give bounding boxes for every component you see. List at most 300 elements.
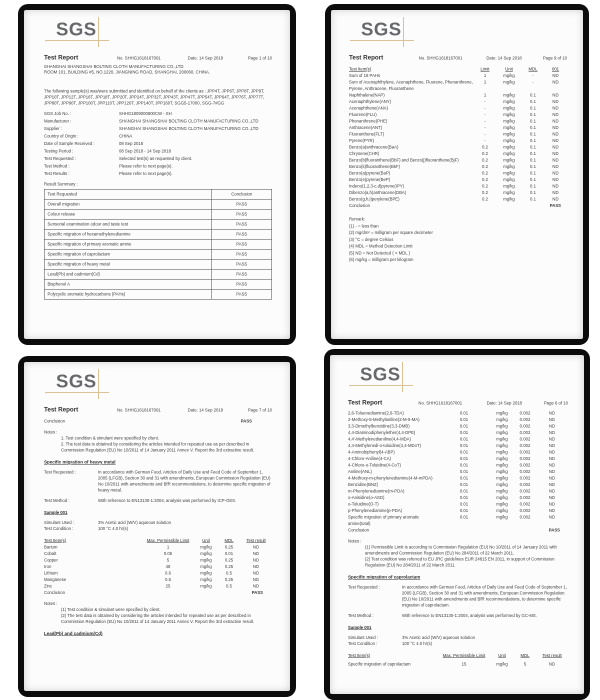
limit-value: 25 (165, 583, 171, 589)
unit-value: mg/kg (496, 495, 508, 500)
limit-value: 0.2 (482, 190, 488, 195)
result-value: ND (548, 436, 556, 442)
mdl-value: 0.002 (519, 501, 531, 507)
mdl-value: 0.002 (519, 449, 531, 455)
limit-value: 1 (166, 544, 170, 550)
field-label: Supplier : (44, 126, 62, 131)
report-number: No. SHHG1618167001 (116, 55, 161, 61)
sgs-logo-text: SGS (56, 371, 97, 392)
table-row (349, 79, 567, 92)
table-row (45, 229, 272, 239)
field-label: Country of Origin : (44, 133, 79, 139)
section-title-lead-cadmium: Lead(Pb) and cadmium(Cd) (44, 631, 103, 636)
mdl-value: 0.002 (519, 410, 531, 416)
test-requested-text: In accordance with German Food, Articles of Daily Use and Feed Code of September 1, 2005 (LFGB), Section 30 and 31 with amendments, European Commission Regulation (EU) No 10/2011 with amendments and BfR recommendations, to determine specific migration of heavy metal. (98, 469, 271, 493)
result-value: ND (548, 661, 556, 667)
field-row (44, 140, 272, 148)
result-value: ND (552, 196, 559, 202)
limit-value: - (484, 131, 486, 137)
limit-value: 0.2 (482, 164, 488, 169)
field-row (44, 110, 272, 118)
report-header (348, 399, 568, 406)
mdl-value: 0.5 (226, 570, 232, 576)
summary-conclusion: PASS (212, 230, 272, 240)
note-item: (2) The test data is obtained by considering the articles intended for repeated use as per described in Commission Regulation (EU) No 10/2011 of 14 January 2011 Annex V. Report the 3rd extractive result. (61, 613, 255, 624)
limit-value: 0.01 (459, 430, 469, 435)
field-value: SHANGHAI SHANGSHAI BOLTING CLOTH MANUFACTURING CO.,LTD (119, 118, 259, 124)
notes-block (348, 538, 568, 568)
unit-value: mg/kg (496, 475, 508, 481)
mdl-value: 0.002 (519, 436, 531, 442)
field-row (44, 170, 272, 178)
mdl-value: 5 (523, 661, 527, 667)
unit-value: mg/kg (503, 177, 515, 182)
mdl-value: 0.25 (224, 557, 234, 563)
section-title-caprolactam: Specific migration of caprolactam (348, 574, 421, 580)
field-value: Please refer to next page(s). (119, 171, 173, 176)
test-method-text: With reference to EN13130-1:2004, analysis was performed by GC-MS. (402, 613, 537, 618)
table-row (45, 269, 272, 279)
unit-value: mg/kg (200, 557, 212, 563)
test-method-row (348, 613, 568, 619)
condition-value: 100 °C 4.0 hr(s) (402, 641, 433, 646)
remark-item: (4) MDL = Method Detection Limit (349, 243, 413, 249)
limit-value: 48 (165, 564, 171, 569)
test-requested-label: Test Requested : (348, 584, 380, 590)
table-row (45, 219, 272, 229)
field-label: SGS Job No. : (44, 111, 72, 116)
summary-test: Specific migration of hexamethylenediamine (47, 231, 131, 237)
col-sample-001: 001 (551, 66, 560, 72)
sgs-logo (352, 364, 427, 392)
field-value: SHANGHAI SHANGSHAI BOLTING CLOTH MANUFACTURING CO.,LTD (119, 126, 259, 131)
test-item: 4-Chloro-o-Toluidine(4-CoT) (348, 462, 401, 468)
limit-value: 0.01 (459, 469, 469, 474)
mdl-value: 0.1 (530, 131, 536, 137)
simulant-value: 3% Acetic acid (W/V) aqueous solution (402, 635, 475, 640)
sgs-logo-text: SGS (360, 364, 401, 385)
test-requested-row (44, 469, 272, 493)
limit-value: 0.01 (459, 514, 469, 520)
mdl-value: 0.002 (519, 423, 531, 429)
conclusion-row (348, 527, 568, 534)
paper-page-6 (330, 355, 584, 694)
report-date: Date: 14 Sep 2018 (486, 55, 522, 61)
unit-value: mg/kg (503, 131, 515, 137)
col-test-result: Test result (246, 538, 266, 543)
remark-list (349, 223, 567, 264)
test-item: m-Phenylenediamine(m-PDA) (348, 488, 405, 494)
limit-value: 0.01 (459, 456, 469, 461)
result-value: ND (552, 79, 559, 85)
result-value: ND (548, 423, 556, 429)
limit-value: 0.2 (482, 157, 488, 163)
test-item: Acenaphthylene(ANY) (349, 99, 392, 104)
mdl-value: 0.5 (226, 583, 232, 589)
unit-value: mg/kg (496, 488, 508, 494)
result-value: ND (552, 92, 559, 98)
mdl-value: 0.1 (530, 99, 536, 104)
summary-conclusion: PASS (212, 200, 272, 210)
test-item: 3,3-Dimethylbenzidine(3,3-DMB) (348, 423, 410, 429)
summary-conclusion: PASS (212, 270, 272, 280)
limit-value: 0.01 (459, 495, 469, 500)
result-value: ND (552, 138, 559, 143)
col-unit: Unit (505, 66, 513, 72)
conclusion-label: Conclusion (44, 418, 66, 424)
limit-value: 5 (166, 557, 170, 563)
notes-label: Notes : (44, 429, 58, 435)
notes-label: Notes : (348, 538, 362, 544)
mdl-value: 0.002 (519, 443, 531, 448)
condition-value: 100 °C 4.0 hr(s) (98, 526, 129, 531)
test-item: Benzo(a)anthracene(BaA) (349, 144, 399, 150)
conclusion-row (44, 418, 272, 425)
test-item: Sum of 18 PAHs (349, 73, 381, 78)
conclusion-label: Conclusion (349, 203, 371, 208)
field-value: CHINA (119, 133, 133, 139)
mdl-value: 0.25 (224, 544, 234, 550)
unit-value: mg/kg (496, 508, 508, 513)
test-item: Chrysene(CHR) (349, 151, 380, 156)
condition-row (44, 526, 272, 532)
result-value: ND (548, 456, 556, 461)
paper-page-9 (331, 10, 583, 339)
limit-value: 15 (461, 661, 467, 667)
mdl-value: 0.1 (530, 170, 536, 176)
unit-value: mg/kg (503, 190, 515, 195)
report-title: Test Report (44, 406, 79, 413)
note-item: (2) Test condition was referred to EU JRC guidelines EUR 24815 EN 2011, in support of Commission Regulation (EU) No 284/2011 of 22 March 2011. (365, 556, 555, 568)
test-item: Acenaphthene(ANA) (349, 105, 388, 111)
result-value: ND (548, 410, 556, 416)
result-value: ND (548, 508, 556, 513)
test-item: Dibenzo(a,h)anthracene(DBA) (349, 190, 407, 195)
limit-value: 0.01 (459, 488, 469, 494)
test-item: Barium (44, 544, 58, 550)
test-item: Benzo(k)fluoranthene(BkF) (349, 164, 401, 169)
test-item: Manganese (44, 577, 67, 582)
result-value: ND (552, 144, 559, 150)
result-value: ND (252, 570, 260, 576)
mdl-value: 0.25 (224, 577, 234, 582)
unit-value: mg/kg (503, 79, 515, 85)
unit-value: mg/kg (503, 183, 515, 189)
report-title: Test Report (349, 54, 384, 61)
field-value: 08 Sep 2018 (119, 141, 144, 146)
result-value: ND (552, 99, 559, 104)
field-row (44, 163, 272, 171)
field-label: Test Method : (44, 163, 70, 169)
limit-value: 1 (483, 73, 487, 78)
limit-value: - (484, 112, 486, 117)
mdl-value: 0.002 (519, 514, 531, 520)
mdl-value: 0.1 (530, 112, 536, 117)
summary-test: Bisphenol A (47, 281, 70, 287)
table-row (45, 209, 272, 219)
test-requested-label: Test Requested : (44, 469, 76, 475)
mdl-value: 0.1 (530, 151, 536, 156)
limit-value: 0.01 (459, 443, 469, 448)
result-value: ND (552, 131, 559, 137)
unit-value: mg/kg (496, 423, 508, 429)
field-label: Test Requested : (44, 156, 76, 161)
summary-test: Specific migration of heavy metal (47, 261, 110, 267)
mdl-value: 0.1 (530, 138, 536, 143)
summary-test: Polycyclic aromatic hydrocarbons (PAHs) (47, 291, 126, 297)
pah-table-rows (349, 73, 567, 203)
summary-test: Overall migration (47, 201, 80, 207)
client-address: ROOM 101, BUILDING #5, NO.1220, JIANGNING ROAD, SHANGHAI, 200060, CHINA. (44, 69, 211, 75)
test-item: 4,4-Diaminodiphenylether(4,4-DPE) (348, 430, 416, 435)
test-method-text: With reference to EN13130-1:2004, analysis was performed by ICP-OES. (98, 498, 237, 503)
test-item: Benzo(e)pyrene(BeP) (349, 177, 391, 182)
unit-value: mg/kg (200, 583, 212, 589)
unit-value: mg/kg (496, 449, 508, 455)
remark-block (349, 216, 567, 263)
sgs-logo-text: SGS (56, 19, 97, 40)
sample-001-label: Sample 001 (44, 510, 68, 515)
result-value: ND (552, 164, 559, 169)
paper-page-7 (24, 362, 290, 691)
result-value: ND (548, 495, 556, 500)
limit-value: 1 (483, 79, 487, 85)
summary-test: Specific migration of caprolactam (47, 251, 111, 257)
conclusion-value: PASS (240, 418, 252, 424)
field-label: Date of Sample Received : (44, 141, 95, 146)
limit-value: - (484, 125, 486, 130)
result-summary-table (44, 189, 272, 300)
report-number: No. SHHG1618167001 (116, 407, 161, 413)
result-value: ND (552, 105, 559, 111)
unit-value: mg/kg (496, 501, 508, 507)
result-value: ND (548, 488, 556, 494)
test-item: Cobalt (44, 551, 57, 556)
limit-value: 0.2 (482, 196, 488, 202)
result-value: ND (552, 190, 559, 195)
report-date: Date: 14 Sep 2018 (187, 407, 224, 413)
conclusion-row (44, 590, 272, 597)
test-item: Benzo(g,h,i)perylene(BPE) (349, 196, 400, 202)
limit-value: 0.6 (165, 577, 171, 582)
summary-conclusion: PASS (212, 250, 272, 260)
report-header (44, 54, 272, 61)
result-value: ND (552, 183, 559, 189)
report-page-9 (325, 4, 589, 345)
mdl-value: - (532, 73, 534, 78)
limit-value: 0.01 (459, 417, 469, 422)
test-requested-row (348, 584, 568, 608)
test-item: 4-Methoxy-m-phenylenediamine(4-M-mPDA) (348, 475, 433, 481)
col-test-items: Test Item(s) (44, 538, 67, 543)
field-value: Please refer to next page(s). (119, 163, 173, 169)
unit-value: mg/kg (503, 112, 515, 117)
col-unit: Unit (498, 653, 506, 658)
mdl-value: 0.002 (519, 469, 531, 474)
unit-value: mg/kg (200, 570, 212, 576)
col-mdl: MDL (520, 653, 530, 658)
test-item: Specific migration of primary aromatic amine(total) (348, 514, 420, 526)
unit-value: mg/kg (496, 462, 508, 468)
test-item: 2-Methoxy-5-Methylaniline(2-M-5-MA) (348, 417, 420, 422)
summary-conclusion: PASS (212, 280, 272, 290)
sample-001-label: Sample 001 (348, 625, 372, 630)
result-value: ND (548, 469, 556, 474)
field-label: Test Results : (44, 171, 70, 176)
mdl-value: 0.002 (519, 495, 531, 500)
field-label: Testing Period : (44, 148, 74, 154)
test-requested-text: In accordance with German Food, Articles of Daily Use and Feed Code of September 1, 2005 (LFGB), Section 30 and 31 with amendments, European Commission Regulation (EU) No 10/2011 with amendments and BfR recommendations, to determine specific migration of caprolactam. (402, 584, 567, 608)
caprolactam-table-header (348, 653, 568, 660)
result-value: ND (548, 514, 556, 520)
page-number: Page 9 of 10 (542, 55, 567, 61)
result-value: ND (552, 112, 559, 117)
report-number: No. SHHG1618167001 (418, 55, 463, 61)
report-date: Date: 14 Sep 2018 (486, 400, 523, 406)
summary-header-row (45, 190, 272, 200)
unit-value: mg/kg (496, 661, 508, 667)
summary-conclusion: PASS (212, 290, 272, 300)
paper-page-1 (24, 10, 290, 339)
result-value: ND (552, 151, 559, 156)
conclusion-label: Conclusion (44, 590, 66, 595)
limit-value: 0.05 (163, 551, 173, 556)
col-test-result: Test result (542, 653, 562, 658)
unit-value: mg/kg (503, 151, 515, 156)
notes-list (44, 435, 272, 453)
mdl-value: 0.1 (530, 118, 536, 124)
condition-label: Test Condition : (44, 526, 74, 531)
condition-label: Test Condition : (348, 641, 378, 646)
mdl-value: 0.002 (519, 482, 531, 487)
report-page-6 (324, 349, 590, 700)
report-page-1 (18, 4, 296, 345)
mdl-value: 0.002 (519, 462, 531, 468)
report-page-7 (18, 356, 296, 697)
condition-row (348, 641, 568, 647)
conclusion-row (349, 203, 567, 210)
test-item: Specific migration of caprolactam (348, 661, 411, 667)
limit-value: 0.01 (459, 508, 469, 513)
heavy-metal-rows (44, 544, 272, 590)
limit-value: - (484, 118, 486, 124)
mdl-value: 0.1 (530, 125, 536, 130)
amine-table-rows (348, 410, 568, 527)
unit-value: mg/kg (200, 551, 212, 556)
logo-crosshair-horizontal (349, 385, 413, 386)
table-row (45, 199, 272, 209)
test-item: p-Phenylenediamine(p-PDA) (348, 508, 403, 513)
field-label: Manufacturer : (44, 118, 72, 124)
remark-item: (3) °C = degree Celsius (349, 236, 394, 242)
summary-test: Colour release (47, 211, 76, 217)
result-value: ND (548, 417, 556, 422)
test-item: Sum of Acenaphthylene, Acenaphthene, Fluorene, Phenanthrene, Pyrene, Anthracene, Fluoranthene (349, 79, 473, 91)
summary-conclusion: PASS (212, 210, 272, 220)
report-fields (44, 110, 272, 178)
section-title-heavy-metal: Specific migration of heavy metal (44, 459, 116, 465)
result-value: ND (552, 73, 559, 78)
logo-crosshair-vertical (98, 17, 99, 47)
page-number: Page 1 of 10 (247, 55, 272, 61)
unit-value: mg/kg (503, 170, 515, 176)
unit-value: mg/kg (200, 544, 212, 550)
limit-value: 0.01 (459, 436, 469, 442)
result-value: ND (548, 501, 556, 507)
mdl-value: 0.1 (530, 190, 536, 195)
limit-value: - (484, 99, 486, 104)
unit-value: mg/kg (496, 436, 508, 442)
simulant-label: Simulant Used : (44, 520, 74, 525)
test-item: Zinc (44, 583, 53, 589)
simulant-value: 3% Acetic acid (W/V) aqueous solution (98, 520, 171, 525)
limit-value: 0.2 (482, 177, 488, 182)
test-item: 4,4-Methylenedi-o-toluidine(4,4-MDoT) (348, 443, 421, 448)
conclusion-label: Conclusion (348, 527, 370, 533)
test-item: Benzo(a)pyrene(BaP) (349, 170, 391, 176)
limit-value: 0.01 (459, 462, 469, 468)
notes-label: Notes : (44, 601, 58, 606)
limit-value: 0.01 (459, 501, 469, 507)
test-item: Copper (44, 557, 58, 563)
logo-crosshair-horizontal (45, 40, 109, 41)
mdl-value: 0.1 (530, 183, 536, 189)
unit-value: mg/kg (496, 514, 508, 520)
limit-value: 0.2 (482, 183, 488, 189)
mdl-value: 0.002 (519, 430, 531, 435)
limit-value: 0.01 (459, 475, 469, 481)
result-value: ND (252, 577, 260, 582)
note-item: 1. Test condition & simulant were specified by client. (61, 435, 159, 441)
unit-value: mg/kg (496, 417, 508, 422)
test-item: o-Toluidine(O-T) (348, 501, 379, 507)
summary-conclusion: PASS (212, 260, 272, 270)
field-row (44, 148, 272, 156)
result-value: ND (252, 564, 260, 569)
report-number: No. SHHG1618167001 (418, 400, 463, 406)
test-item: Aniline(ANL) (348, 469, 372, 474)
test-item: Indeno(1,2,3-c,d)pyrene(IPY) (349, 183, 405, 189)
table-row (349, 196, 567, 203)
summary-test: Specific migration of primary aromatic amine (47, 241, 132, 247)
notes-list (44, 607, 272, 625)
field-row (44, 155, 272, 163)
test-method-label: Test Method : (44, 498, 70, 503)
table-row (45, 239, 272, 249)
remark-item: (5) ND = Not Detected ( < MDL ) (349, 250, 411, 256)
table-row (44, 583, 272, 590)
unit-value: mg/kg (503, 92, 515, 98)
field-value: 08 Sep 2018 - 14 Sep 2018 (119, 148, 171, 154)
test-item: 2,6-Toluenediamine(2,6-TDA) (348, 410, 404, 416)
field-row (44, 118, 272, 126)
result-value: ND (548, 449, 556, 455)
result-value: ND (552, 118, 559, 124)
result-value: ND (548, 475, 556, 481)
test-item: Fluorene(FLU) (349, 112, 377, 117)
sgs-logo-text: SGS (361, 19, 402, 40)
col-test-items: Test Item(s) (349, 66, 372, 72)
unit-value: mg/kg (503, 105, 515, 111)
sgs-logo (48, 19, 123, 47)
notes-block-2 (44, 601, 272, 625)
result-value: ND (548, 443, 556, 448)
table-row (45, 289, 272, 299)
mdl-value: 0.25 (224, 564, 234, 569)
report-header (349, 54, 567, 61)
mdl-value: 0.1 (530, 157, 536, 163)
field-row (44, 133, 272, 141)
